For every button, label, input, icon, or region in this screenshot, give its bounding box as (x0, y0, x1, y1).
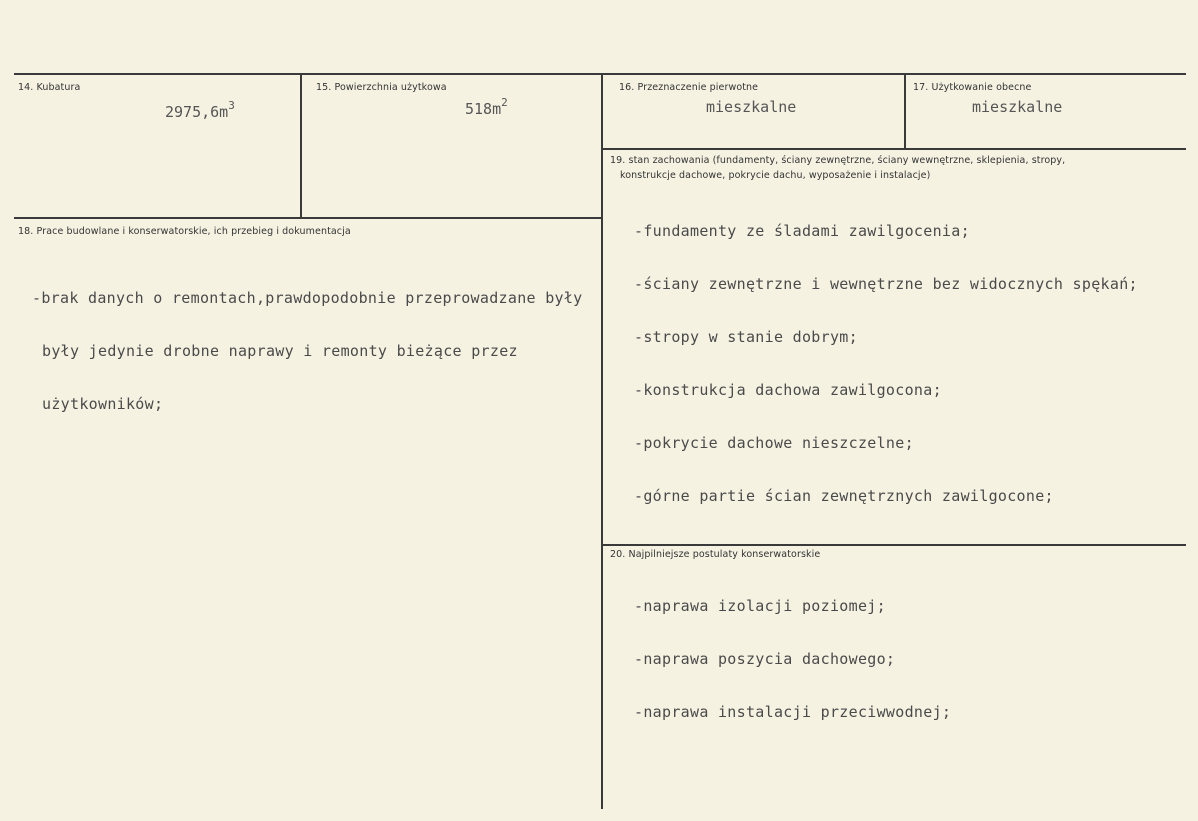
divider-14-15 (300, 74, 302, 218)
field-20-line: -naprawa instalacji przeciwwodnej; (634, 703, 952, 721)
field-14-label: 14. Kubatura (18, 82, 81, 93)
field-16-label: 16. Przeznaczenie pierwotne (619, 82, 759, 93)
field-18-line: -brak danych o remontach,prawdopodobnie przeprowadzane były (32, 289, 583, 307)
field-20-line: -naprawa poszycia dachowego; (634, 650, 896, 668)
center-divider (601, 74, 603, 809)
volume-value: 2975,6m (165, 103, 229, 121)
field-19-label-line2: konstrukcje dachowe, pokrycie dachu, wyposażenie i instalacje) (620, 170, 931, 181)
field-17-label: 17. Użytkowanie obecne (913, 82, 1032, 93)
field-19-line: -stropy w stanie dobrym; (634, 328, 858, 346)
field-18-line: były jedynie drobne naprawy i remonty bieżące przez (42, 342, 518, 360)
field-19-line: -ściany zewnętrzne i wewnętrzne bez widocznych spękań; (634, 275, 1138, 293)
field-20-text (634, 562, 951, 757)
field-17-value: mieszkalne (972, 98, 1063, 116)
volume-unit-exponent: 3 (228, 99, 235, 112)
divider-16-17 (904, 74, 906, 148)
field-19-label-line1: 19. stan zachowania (fundamenty, ściany zewnętrzne, ściany wewnętrzne, sklepienia, stropy, (610, 155, 1066, 166)
area-value: 518m (465, 100, 502, 118)
field-19-line: -konstrukcja dachowa zawilgocona; (634, 381, 942, 399)
area-unit-exponent: 2 (501, 96, 508, 109)
rule-under-16-17 (602, 148, 1186, 150)
field-19-line: -górne partie ścian zewnętrznych zawilgocone; (634, 487, 1054, 505)
field-14-value (165, 101, 235, 121)
field-20-label: 20. Najpilniejsze postulaty konserwatorskie (610, 549, 821, 560)
field-19-text (634, 187, 1138, 541)
top-rule (14, 73, 1186, 75)
field-18-text (32, 254, 583, 449)
rule-above-20 (602, 544, 1186, 546)
field-20-line: -naprawa izolacji poziomej; (634, 597, 886, 615)
field-18-line: użytkowników; (42, 395, 164, 413)
field-18-label: 18. Prace budowlane i konserwatorskie, ich przebieg i dokumentacja (18, 226, 351, 237)
field-19-line: -fundamenty ze śladami zawilgocenia; (634, 222, 970, 240)
field-15-value (465, 98, 508, 118)
field-19-line: -pokrycie dachowe nieszczelne; (634, 434, 914, 452)
field-16-value: mieszkalne (706, 98, 797, 116)
rule-under-14-15 (14, 217, 602, 219)
field-15-label: 15. Powierzchnia użytkowa (316, 82, 447, 93)
